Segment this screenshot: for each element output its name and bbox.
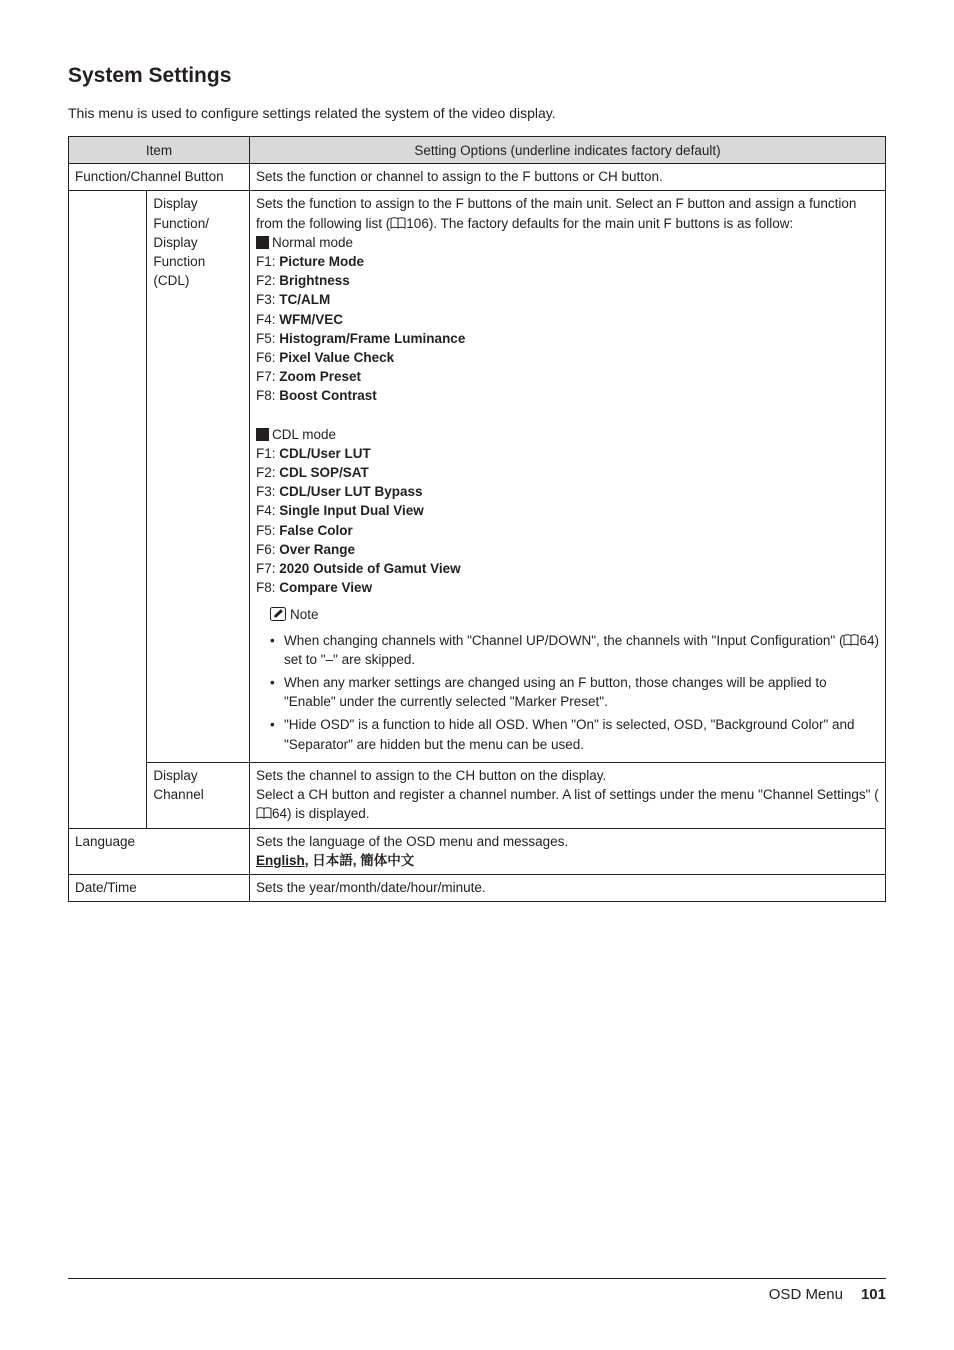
note-item: • "Hide OSD" is a function to hide all OSD. When "On" is selected, OSD, "Background Color" and "Separator" are hidden but the menu can be used.	[284, 715, 879, 753]
f-button-function: CDL SOP/SAT	[279, 465, 369, 481]
f-button-function: Compare View	[279, 580, 373, 596]
f-button-default	[256, 329, 879, 348]
f-button-key: F8:	[256, 580, 276, 596]
item-language: Language	[69, 828, 250, 874]
f-button-default	[256, 482, 879, 501]
f-button-key: F1:	[256, 254, 276, 270]
f-button-function: Single Input Dual View	[279, 503, 424, 519]
note-list	[256, 631, 879, 754]
page-number: 101	[860, 1286, 886, 1303]
language-desc: Sets the language of the OSD menu and messages.	[256, 833, 569, 849]
note-item: • When any marker settings are changed using an F button, those changes will be applied to "Enable" under the currently selected "Marker Preset".	[284, 673, 879, 711]
f-button-function: Histogram/Frame Luminance	[279, 330, 466, 346]
f-button-function: TC/ALM	[279, 292, 331, 308]
f-button-key: F6:	[256, 350, 276, 366]
desc-function-channel: Sets the function or channel to assign to the F buttons or CH button.	[250, 164, 886, 191]
header-options: Setting Options (underline indicates factory default)	[250, 137, 886, 164]
desc-display-function-text: Sets the function to assign to the F buttons of the main unit. Select an F button and assign a function from the following list ( 106). The factory defaults for the main unit F buttons is as follow:	[256, 196, 857, 231]
f-button-default	[256, 540, 879, 559]
settings-table	[68, 136, 886, 902]
f-button-default	[256, 290, 879, 309]
desc-datetime: Sets the year/month/date/hour/minute.	[250, 874, 886, 901]
f-button-key: F3:	[256, 484, 276, 500]
table-row	[69, 191, 886, 762]
language-default-option: English	[256, 852, 305, 868]
f-button-key: F6:	[256, 541, 276, 557]
f-button-function: Boost Contrast	[279, 388, 377, 404]
display-channel-line2: Select a CH button and register a channel number. A list of settings under the menu "Channel Settings" (64) is displayed.	[256, 787, 879, 822]
table-row	[69, 762, 886, 828]
pencil-note-icon	[270, 607, 286, 621]
f-button-function: Brightness	[279, 273, 350, 289]
language-options	[256, 851, 879, 870]
footer	[769, 1286, 886, 1303]
f-button-function: False Color	[279, 522, 353, 538]
item-display-channel: Display Channel	[147, 762, 250, 828]
book-icon	[390, 217, 406, 229]
f-button-function: Pixel Value Check	[279, 350, 395, 366]
table-row	[69, 874, 886, 901]
f-button-key: F2:	[256, 465, 276, 481]
f-button-key: F7:	[256, 561, 276, 577]
f-button-key: F7:	[256, 369, 276, 385]
f-button-function: Picture Mode	[279, 254, 365, 270]
f-button-default	[256, 367, 879, 386]
note-heading: Note	[270, 605, 879, 624]
f-button-default	[256, 348, 879, 367]
f-button-key: F8:	[256, 388, 276, 404]
intro-text: This menu is used to configure settings related the system of the video display.	[68, 105, 556, 121]
f-button-function: 2020 Outside of Gamut View	[279, 561, 461, 577]
f-button-default	[256, 501, 879, 520]
f-button-key: F3:	[256, 292, 276, 308]
item-display-function: Display Function/ Display Function (CDL)	[147, 191, 250, 762]
desc-display-channel	[250, 762, 886, 828]
f-button-function: CDL/User LUT	[279, 445, 371, 461]
blank-indent-cell	[69, 191, 147, 828]
f-button-default	[256, 521, 879, 540]
cdl-mode-label: CDL mode	[256, 425, 879, 444]
table-row	[69, 164, 886, 191]
f-button-default	[256, 386, 879, 405]
f-button-function: WFM/VEC	[279, 311, 344, 327]
page-title: System Settings	[68, 64, 232, 87]
header-item: Item	[69, 137, 250, 164]
f-button-default	[256, 463, 879, 482]
f-button-function: Over Range	[279, 541, 356, 557]
f-button-key: F2:	[256, 273, 276, 289]
book-icon	[843, 634, 859, 646]
footer-rule	[68, 1278, 886, 1279]
book-icon	[256, 807, 272, 819]
f-button-default	[256, 271, 879, 290]
table-header-row	[69, 137, 886, 164]
normal-mode-label: Normal mode	[256, 233, 879, 252]
f-button-key: F5:	[256, 330, 276, 346]
desc-language	[250, 828, 886, 874]
desc-display-function	[250, 191, 886, 762]
normal-mode-list	[256, 252, 879, 406]
square-bullet-icon	[256, 236, 269, 249]
item-function-channel: Function/Channel Button	[69, 164, 250, 191]
footer-section: OSD Menu	[768, 1286, 843, 1303]
f-button-function: Zoom Preset	[279, 369, 362, 385]
f-button-default	[256, 444, 879, 463]
item-datetime: Date/Time	[69, 874, 250, 901]
f-button-key: F4:	[256, 503, 276, 519]
f-button-key: F1:	[256, 445, 276, 461]
f-button-default	[256, 252, 879, 271]
f-button-function: CDL/User LUT Bypass	[279, 484, 423, 500]
f-button-default	[256, 310, 879, 329]
square-bullet-icon	[256, 428, 269, 441]
cdl-mode-list	[256, 444, 879, 598]
f-button-key: F5:	[256, 522, 276, 538]
language-other-options: , 日本語, 簡体中文	[304, 852, 415, 868]
note-item: • When changing channels with "Channel UP/DOWN", the channels with "Input Configuration" ( 64) set to "–" are skipped.	[284, 631, 879, 669]
f-button-default	[256, 559, 879, 578]
table-row	[69, 828, 886, 874]
f-button-default	[256, 578, 879, 597]
display-channel-line1: Sets the channel to assign to the CH button on the display.	[256, 767, 607, 783]
f-button-key: F4:	[256, 311, 276, 327]
